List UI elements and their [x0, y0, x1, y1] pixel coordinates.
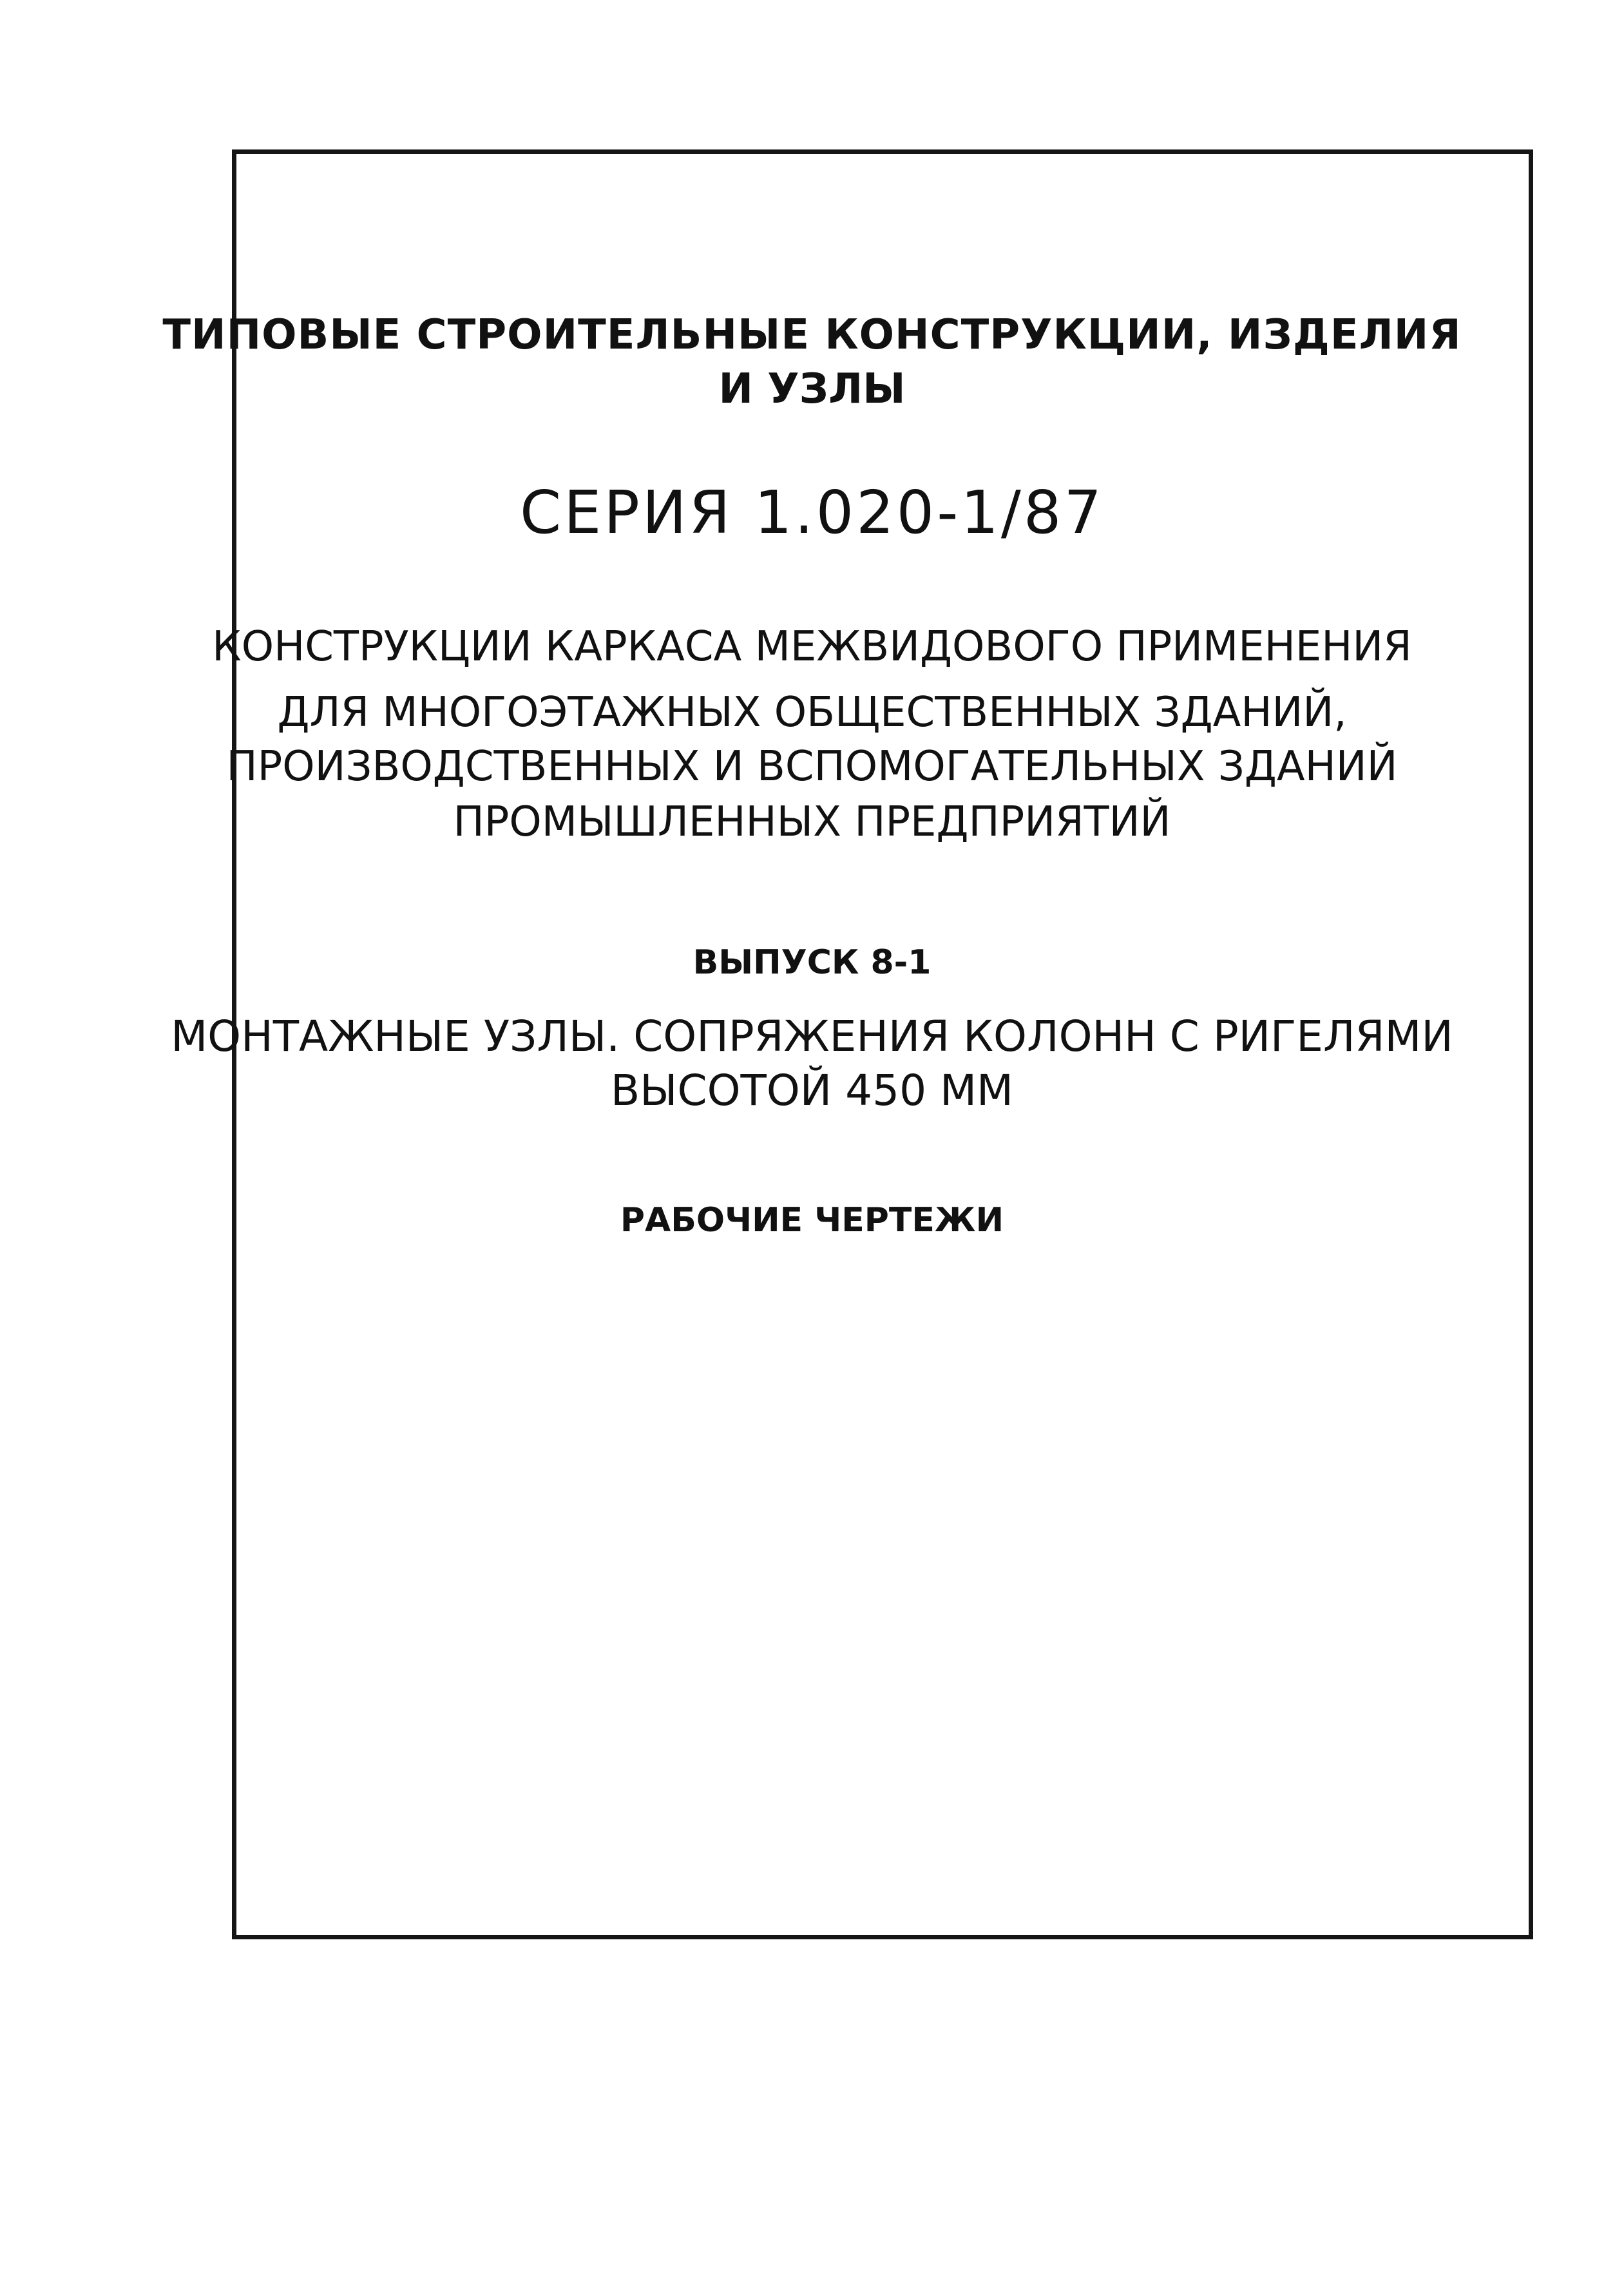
document-type: РАБОЧИЕ ЧЕРТЕЖИ	[620, 1201, 1004, 1240]
title-line-4: ПРОМЫШЛЕННЫХ ПРЕДПРИЯТИЙ	[453, 798, 1171, 846]
series-number: СЕРИЯ 1.020-1/87	[519, 478, 1104, 547]
header-line-1: ТИПОВЫЕ СТРОИТЕЛЬНЫЕ КОНСТРУКЦИИ, ИЗДЕЛИЯ	[162, 311, 1462, 359]
title-line-2: ДЛЯ МНОГОЭТАЖНЫХ ОБЩЕСТВЕННЫХ ЗДАНИЙ,	[277, 689, 1347, 736]
issue-number: ВЫПУСК 8-1	[693, 943, 931, 982]
subject-line-2: ВЫСОТОЙ 450 ММ	[610, 1066, 1013, 1115]
header-line-2: И УЗЛЫ	[718, 365, 906, 413]
title-line-3: ПРОИЗВОДСТВЕННЫХ И ВСПОМОГАТЕЛЬНЫХ ЗДАНИЙ	[226, 743, 1398, 791]
subject-line-1: МОНТАЖНЫЕ УЗЛЫ. СОПРЯЖЕНИЯ КОЛОНН С РИГЕЛЯМИ	[171, 1012, 1453, 1061]
title-line-1: КОНСТРУКЦИИ КАРКАСА МЕЖВИДОВОГО ПРИМЕНЕНИЯ	[212, 623, 1412, 671]
